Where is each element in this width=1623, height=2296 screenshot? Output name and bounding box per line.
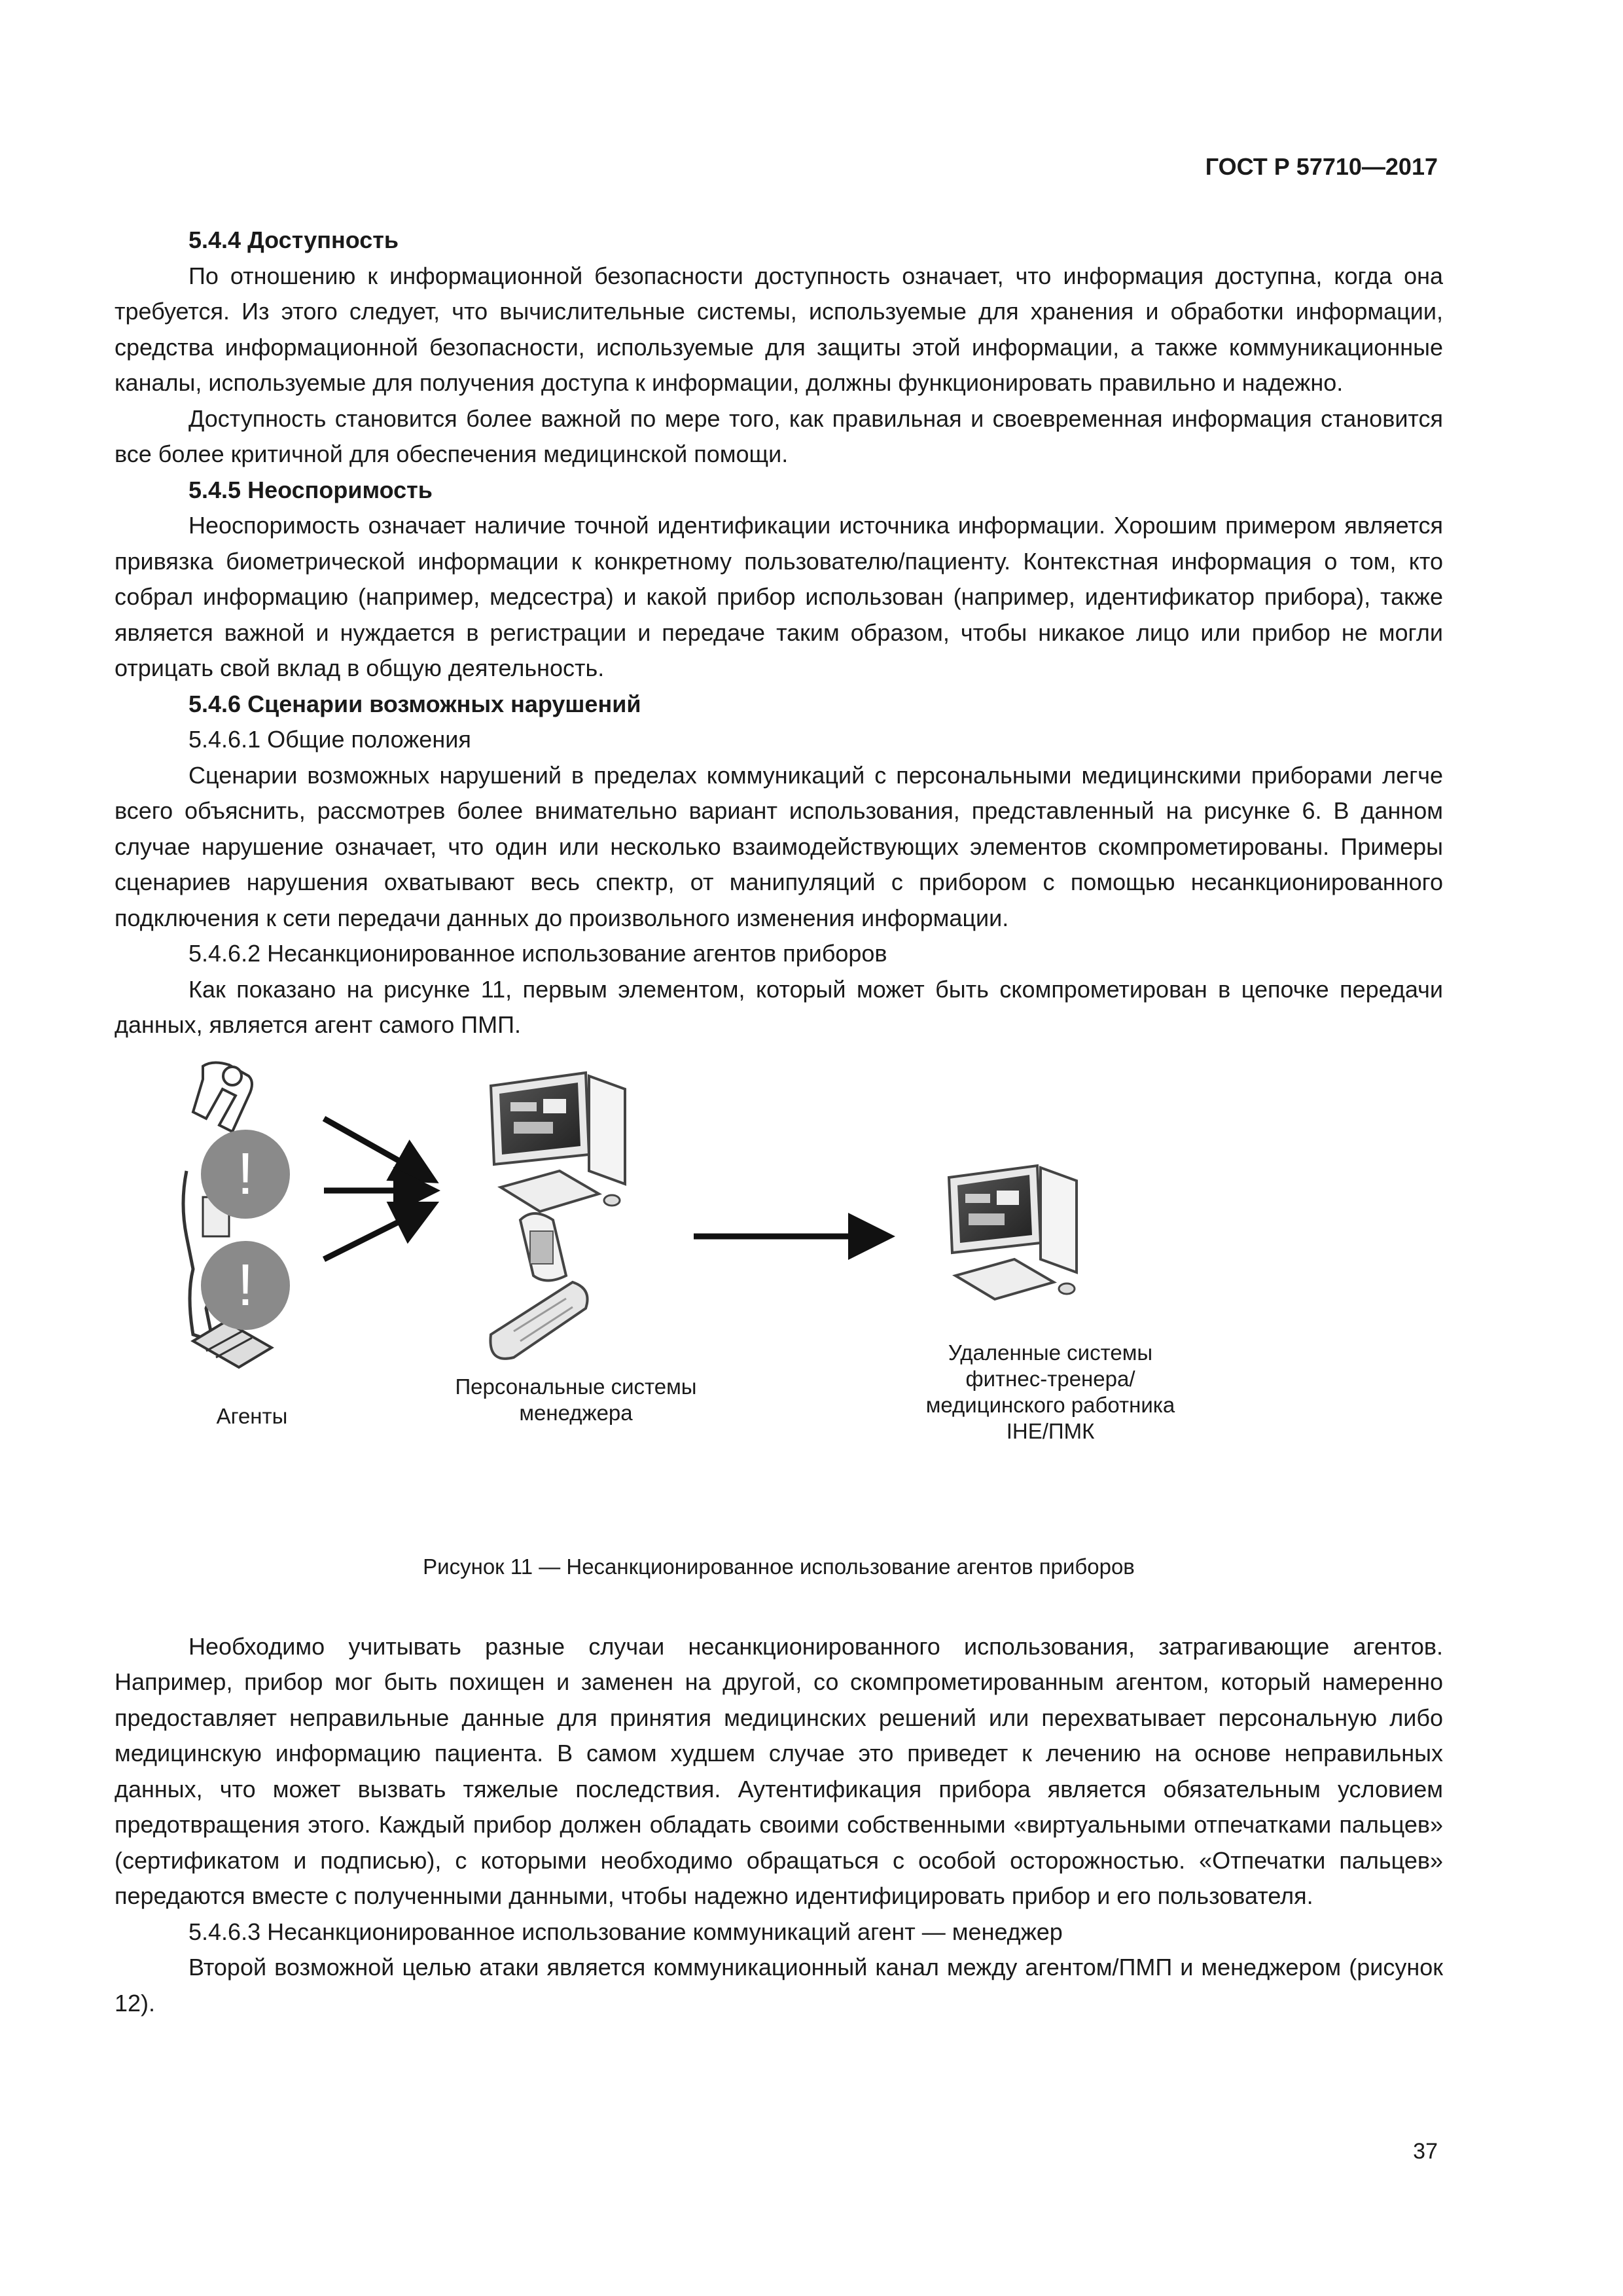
section-heading-5-4-4: 5.4.4 Доступность xyxy=(188,226,399,253)
warning-icon xyxy=(201,1130,290,1219)
arrow-icon xyxy=(324,1119,429,1177)
paragraph: Сценарии возможных нарушений в пределах коммуникаций с персональными медицинскими приборами легче всего объяснить, рассмотрев более внимательно вариант использования, представленный на рисунке 6. В данном случае нарушение означает, что один или несколько взаимодействующих элементов скомпрометированы. Примеры сценариев нарушения охватывают весь спектр, от манипуляций с прибором с помощью несанкционированного подключения к сети передачи данных до произвольного изменения информации. xyxy=(115,761,1443,931)
manager-label-line: Персональные системы xyxy=(455,1374,697,1399)
figure-11-diagram xyxy=(115,1060,1443,1518)
arrow-icon xyxy=(324,1207,429,1259)
warning-glyph: ! xyxy=(237,1252,254,1318)
document-body xyxy=(115,223,1443,2021)
subsection-heading-5-4-6-2: 5.4.6.2 Несанкционированное использование агентов приборов xyxy=(188,940,887,967)
subsection-heading-5-4-6-3: 5.4.6.3 Несанкционированное использование коммуникаций агент — менеджер xyxy=(188,1918,1063,1945)
figure-caption: Рисунок 11 — Несанкционированное использование агентов приборов xyxy=(423,1554,1135,1579)
warning-icon xyxy=(201,1241,290,1330)
subsection-heading-5-4-6-1: 5.4.6.1 Общие положения xyxy=(188,726,471,753)
page-number: 37 xyxy=(1413,2139,1438,2164)
manager-label xyxy=(422,1374,730,1426)
desktop-computer-icon xyxy=(491,1073,625,1211)
mobile-phone-icon xyxy=(490,1213,587,1359)
warning-glyph: ! xyxy=(237,1141,254,1207)
paragraph: Необходимо учитывать разные случаи несанкционированного использования, затрагивающие агентов. Например, прибор мог быть похищен и заменен на другой, со скомпрометированным агентом, который намеренно предоставляет неправильные данные для принятия медицинских решений или перехватывает персональную либо медицинскую информацию пациента. В самом худшем случае это приведет к лечению на основе неправильных данных, что может вызвать тяжелые последствия. Аутентификация прибора является обязательным условием предотвращения этого. Каждый прибор должен обладать своими собственными «виртуальными отпечатками пальцев» (сертификатом и подписью), с которыми необходимо обращаться с особой осторожностью. «Отпечатки пальцев» передаются вместе с полученными данными, чтобы надежно идентифицировать прибор и его пользователя. xyxy=(115,1632,1443,1909)
paragraph: Неоспоримость означает наличие точной идентификации источника информации. Хорошим примером является привязка биометрической информации к конкретному пользователю/пациенту. Контекстная информация о том, кто собрал информацию (например, медсестра) и какой прибор использован (например, идентификатор прибора), также является важной и нуждается в регистрации и передаче таким образом, чтобы никакое лицо или прибор не могли отрицать свой вклад в общую деятельность. xyxy=(115,512,1443,681)
paragraph: Доступность становится более важной по мере того, как правильная и своевременная информация становится все более критичной для обеспечения медицинской помощи. xyxy=(115,404,1443,467)
remote-systems-label xyxy=(893,1340,1207,1444)
agents-label: Агенты xyxy=(216,1403,288,1428)
section-heading-5-4-5: 5.4.5 Неоспоримость xyxy=(188,476,433,503)
remote-label-line: IHE/ПМК xyxy=(1006,1418,1095,1443)
remote-label-line: медицинского работника xyxy=(925,1392,1175,1417)
paragraph: По отношению к информационной безопасности доступность означает, что информация доступна, когда она требуется. Из этого следует, что вычислительные системы, используемые для хранения и обработки информации, средства информационной безопасности, используемые для защиты этой информации, а также коммуникационные каналы, используемые для получения доступа к информации, должны функционировать правильно и надежно. xyxy=(115,262,1443,396)
manager-label-line: менеджера xyxy=(519,1400,633,1425)
paragraph: Второй возможной целью атаки является коммуникационный канал между агентом/ПМП и менеджером (рисунок 12). xyxy=(115,1954,1443,2017)
desktop-computer-icon xyxy=(949,1166,1077,1299)
remote-label-line: фитнес-тренера/ xyxy=(965,1366,1135,1391)
document-standard-header: ГОСТ Р 57710—2017 xyxy=(1205,153,1438,180)
remote-label-line: Удаленные системы xyxy=(948,1340,1153,1365)
paragraph: Как показано на рисунке 11, первым элементом, который может быть скомпрометирован в цепочке передачи данных, является агент самого ПМП. xyxy=(115,975,1443,1038)
figure-11 xyxy=(115,1060,1443,1603)
section-heading-5-4-6: 5.4.6 Сценарии возможных нарушений xyxy=(188,690,641,717)
